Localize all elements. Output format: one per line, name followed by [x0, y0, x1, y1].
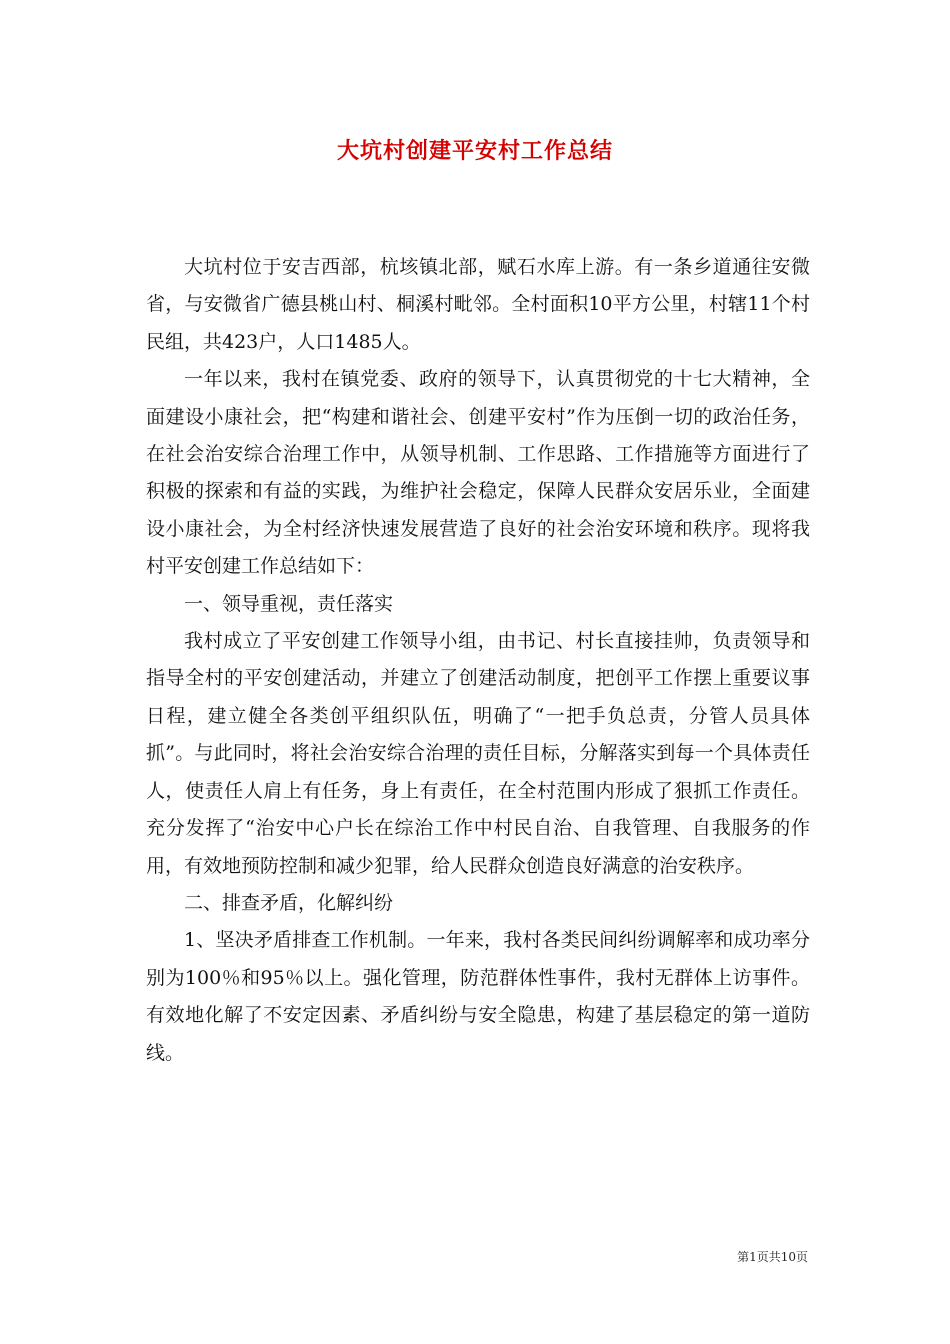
document-title: 大坑村创建平安村工作总结 — [336, 138, 613, 164]
document-body — [146, 249, 810, 1072]
section-heading-2: 二、排查矛盾，化解纠纷 — [184, 891, 394, 914]
section-heading-1: 一、领导重视，责任落实 — [184, 592, 394, 615]
page-number: 第1页共10页 — [737, 1250, 808, 1264]
paragraph-intro: 大坑村位于安吉西部，杭垓镇北部，赋石水库上游。有一条乡道通往安微省，与安微省广德县桃山村、桐溪村毗邻。全村面积10平方公里，村辖11个村民组，共423户，人口1485人。 — [146, 256, 810, 353]
paragraph-section-2-item-1: 1、坚决矛盾排查工作机制。一年来，我村各类民间纠纷调解率和成功率分别为100％和95％以上。强化管理，防范群体性事件，我村无群体上访事件。有效地化解了不安定因素、矛盾纠纷与安全隐患，构建了基层稳定的第一道防线。 — [146, 929, 810, 1064]
paragraph-section-1: 我村成立了平安创建工作领导小组，由书记、村长直接挂帅，负责领导和指导全村的平安创建活动，并建立了创建活动制度，把创平工作摆上重要议事日程，建立健全各类创平组织队伍，明确了“一把手负总责，分管人员具体抓”。与此同时，将社会治安综合治理的责任目标，分解落实到每一个具体责任人，使责任人肩上有任务，身上有责任，在全村范围内形成了狠抓工作责任。充分发挥了“治安中心户长在综治工作中村民自治、自我管理、自我服务的作用，有效地预防控制和减少犯罪，给人民群众创造良好满意的治安秩序。 — [146, 630, 810, 877]
paragraph-overview: 一年以来，我村在镇党委、政府的领导下，认真贯彻党的十七大精神，全面建设小康社会，把“构建和谐社会、创建平安村”作为压倒一切的政治任务，在社会治安综合治理工作中，从领导机制、工作思路、工作措施等方面进行了积极的探索和有益的实践，为维护社会稳定，保障人民群众安居乐业，全面建设小康社会，为全村经济快速发展营造了良好的社会治安环境和秩序。现将我村平安创建工作总结如下： — [146, 368, 810, 578]
